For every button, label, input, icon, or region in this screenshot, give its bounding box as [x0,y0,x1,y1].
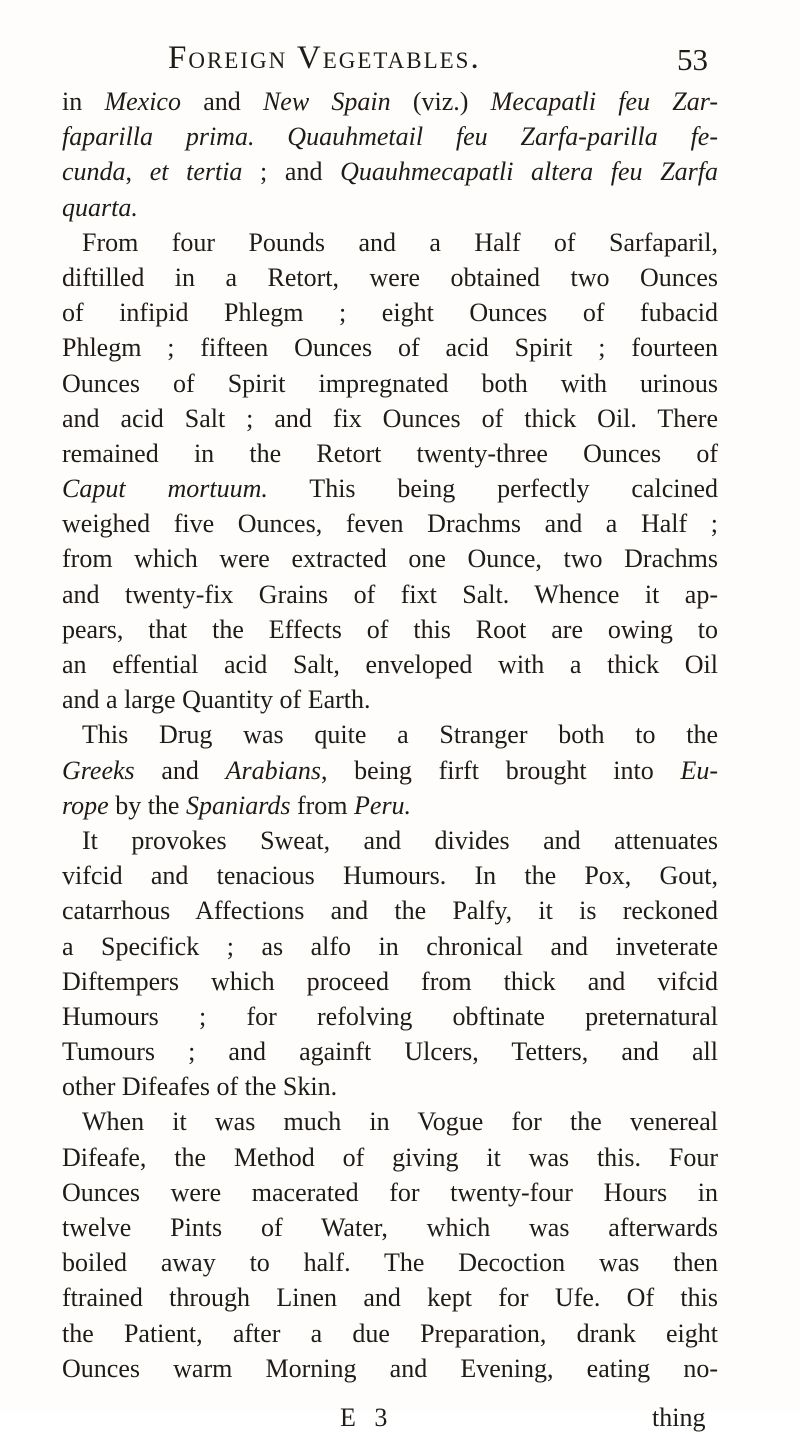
text-line: quarta. [62,192,138,222]
text-line: vifcid and tenacious Humours. In the Pox, Gout, [62,861,718,891]
text-line: other Difeafes of the Skin. [62,1072,338,1102]
text-line: Greeks and Arabians, being firft brought into Eu- [62,755,718,785]
text-line: from which were extracted one Ounce, two Drachms [62,544,718,574]
text-line: catarrhous Affections and the Palfy, it is reckoned [62,896,718,926]
page-number: 53 [677,42,708,77]
text-line: faparilla prima. Quauhmetail feu Zarfa-parilla fe- [62,122,718,152]
body-text [62,84,718,1386]
running-title: Foreign Vegetables. [168,40,481,76]
text-line: remained in the Retort twenty-three Ounces of [62,438,718,468]
text-line: Diftempers which proceed from thick and vifcid [62,966,718,996]
text-line: and a large Quantity of Earth. [62,685,371,715]
text-line: boiled away to half. The Decoction was then [62,1248,718,1278]
text-line: rope by the Spaniards from Peru. [62,790,412,820]
text-line: Tumours ; and againft Ulcers, Tetters, and all [62,1037,718,1067]
text-line: Ounces of Spirit impregnated both with urinous [62,368,718,398]
text-line: This Drug was quite a Stranger both to the [82,720,718,750]
text-line: It provokes Sweat, and divides and attenuates [82,825,718,855]
page-header [168,36,708,80]
catchword: thing [652,1403,706,1432]
text-line: Difeafe, the Method of giving it was this. Four [62,1142,718,1172]
text-line: Phlegm ; fifteen Ounces of acid Spirit ; fourteen [62,333,718,363]
text-line: an effential acid Salt, enveloped with a thick Oil [62,650,718,679]
text-line: Ounces were macerated for twenty-four Hours in [62,1177,718,1207]
text-line: twelve Pints of Water, which was afterwards [62,1213,718,1242]
text-line: ftrained through Linen and kept for Ufe. Of this [62,1283,718,1313]
signature-mark: E 3 [340,1403,394,1432]
text-line: weighed five Ounces, feven Drachms and a Half ; [62,509,718,539]
text-line: When it was much in Vogue for the venereal [82,1107,718,1137]
text-line: of infipid Phlegm ; eight Ounces of fubacid [62,298,718,328]
text-line: Ounces warm Morning and Evening, eating no- [62,1353,718,1383]
text-line: and acid Salt ; and fix Ounces of thick Oil. There [62,403,718,433]
text-line: cunda, et tertia ; and Quauhmecapatli altera feu Zarfa [62,157,718,187]
text-line: a Specifick ; as alfo in chronical and inveterate [62,931,718,961]
text-line: From four Pounds and a Half of Sarfaparil, [82,227,718,257]
text-line: Caput mortuum. This being perfectly calcined [62,474,718,504]
text-line: in Mexico and New Spain (viz.) Mecapatli feu Zar- [62,87,718,116]
text-line: the Patient, after a due Preparation, drank eight [62,1318,718,1348]
text-line: diftilled in a Retort, were obtained two Ounces [62,262,718,292]
text-line: and twenty-fix Grains of fixt Salt. Whence it ap- [62,579,718,609]
text-line: Humours ; for refolving obftinate preternatural [62,1001,718,1031]
text-line: pears, that the Effects of this Root are owing to [62,614,718,644]
